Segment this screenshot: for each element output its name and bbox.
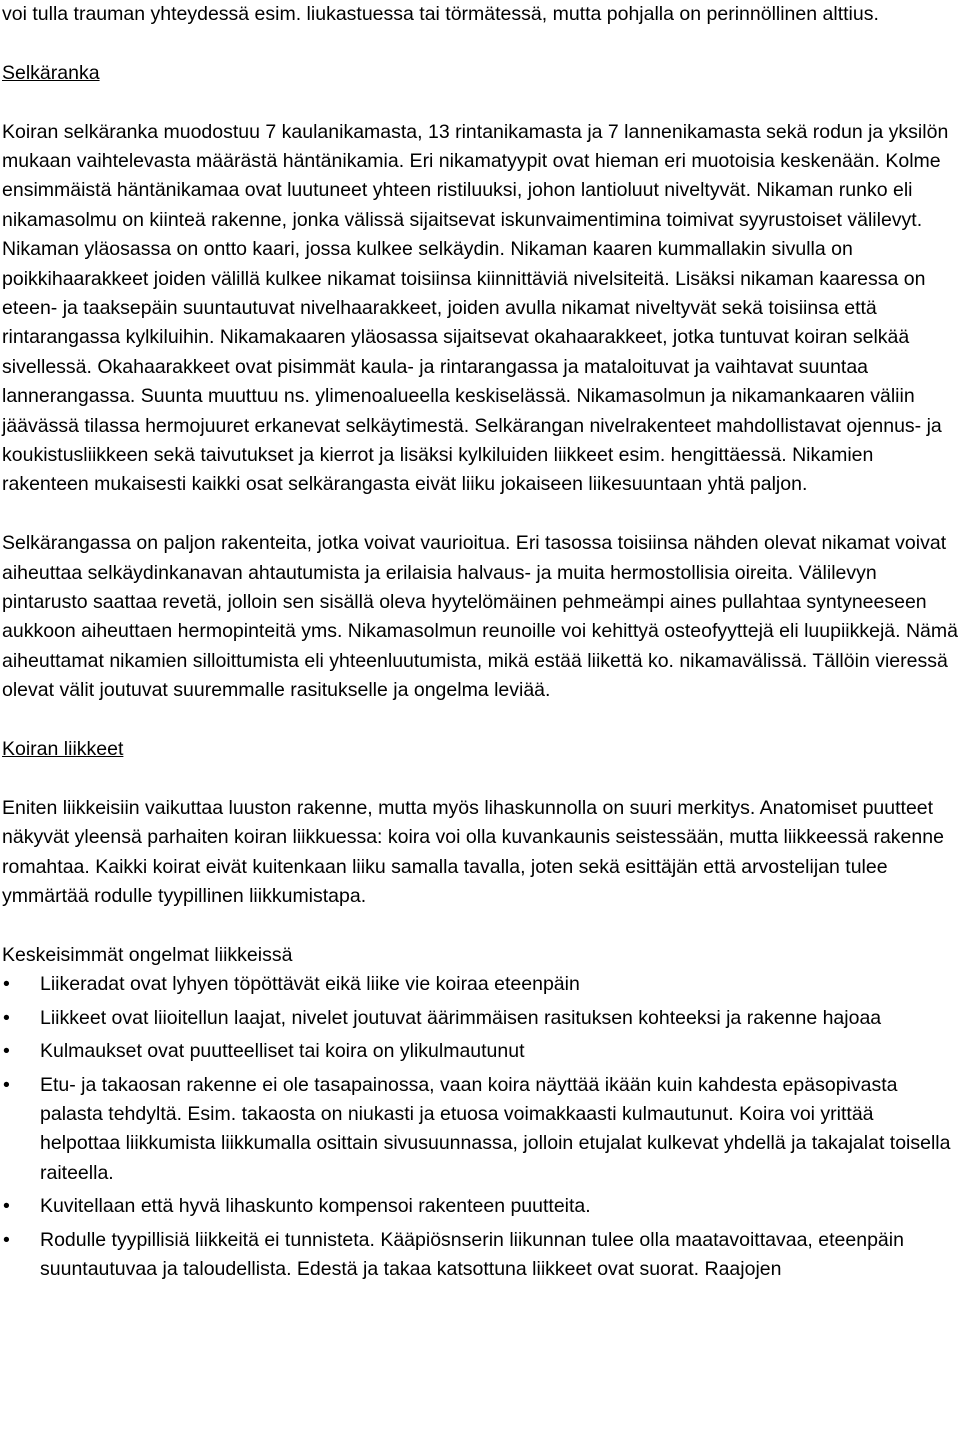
list-item-text: Kulmaukset ovat puutteelliset tai koira on ylikulmautunut <box>40 1040 525 1063</box>
bullet-icon: • <box>3 1073 10 1096</box>
bullet-icon: • <box>3 1228 10 1251</box>
ongelmat-list <box>2 970 958 1284</box>
spacer <box>2 29 958 58</box>
list-item <box>2 1071 958 1189</box>
liikkeet-heading: Koiran liikkeet <box>2 738 124 761</box>
list-item <box>2 1226 958 1285</box>
bullet-icon: • <box>3 1006 10 1029</box>
ongelmat-heading: Keskeisimmät ongelmat liikkeissä <box>2 943 293 966</box>
list-item-text: Liikkeet ovat liioitellun laajat, nivelet joutuvat äärimmäisen rasituksen kohteeksi ja rakenne hajoaa <box>40 1006 882 1029</box>
document-page <box>2 0 958 1288</box>
bullet-icon: • <box>3 973 10 996</box>
list-item <box>2 970 958 999</box>
bullet-icon: • <box>3 1040 10 1063</box>
list-item-text: Etu- ja takaosan rakenne ei ole tasapainossa, vaan koira näyttää ikään kuin kahdesta epäsopivasta palasta tehdyltä. Esim. takaosta on niukasti ja etuosa voimakkaasti kulmautunut. Koira voi yrittää helpottaa liikkumista liikkumalla osittain sivusuunnassa, jolloin etujalat kulkevat yhdellä ja takajalat toisella raiteella. <box>40 1073 951 1184</box>
intro-tail-paragraph: voi tulla trauman yhteydessä esim. liukastuessa tai törmätessä, mutta pohjalla on perinnöllinen alttius. <box>2 3 879 25</box>
list-item <box>2 1192 958 1221</box>
spacer <box>2 88 958 117</box>
list-item-text: Liikeradat ovat lyhyen töpöttävät eikä liike vie koiraa eteenpäin <box>40 973 580 996</box>
list-item-text: Rodulle tyypillisiä liikkeitä ei tunnisteta. Kääpiösnserin liikunnan tulee olla maatavoittavaa, eteenpäin suuntautuvaa ja taloudellista. Edestä ja takaa katsottuna liikkeet ovat suorat. Raajojen <box>40 1228 904 1280</box>
list-item <box>2 1004 958 1033</box>
spacer <box>2 706 958 735</box>
selkaranka-damage-paragraph: Selkärangassa on paljon rakenteita, jotka voivat vaurioitua. Eri tasossa toisiinsa nähden olevat nikamat voivat aiheuttaa selkäydinkanavan ahtautumista ja erilaisia halvaus- ja muita hermostollisia oireita. Välilevyn pintarusto saattaa revetä, jolloin sen sisällä oleva hyytelömäinen pehmeämpi aines pullahtaa syntyneeseen aukkoon aiheuttaen hermopinteitä yms. Nikamasolmun reunoille voi kehittyä osteofyyttejä eli luupiikkejä. Nämä aiheuttamat nikamien silloittumista eli yhteenluutumista, mikä estää liikettä ko. nikamavälissä. Tällöin vieressä olevat välit joutuvat suuremmalle rasitukselle ja ongelma leviää. <box>2 532 958 702</box>
bullet-icon: • <box>3 1195 10 1218</box>
spacer <box>2 765 958 794</box>
liikkeet-paragraph: Eniten liikkeisiin vaikuttaa luuston rakenne, mutta myös lihaskunnolla on suuri merkitys. Anatomiset puutteet näkyvät yleensä parhaiten koiran liikkuessa: koira voi olla kuvankaunis seistessään, mutta liikkeessä rakenne romahtaa. Kaikki koirat eivät kuitenkaan liiku samalla tavalla, joten sekä esittäjän että arvostelijan tulee ymmärtää rodulle tyypillinen liikkumistapa. <box>2 796 944 908</box>
spacer <box>2 500 958 529</box>
list-item <box>2 1037 958 1066</box>
selkaranka-heading: Selkäranka <box>2 61 100 84</box>
spacer <box>2 912 958 941</box>
list-item-text: Kuvitellaan että hyvä lihaskunto kompensoi rakenteen puutteita. <box>40 1195 591 1218</box>
selkaranka-paragraph: Koiran selkäranka muodostuu 7 kaulanikamasta, 13 rintanikamasta ja 7 lannenikamasta sekä rodun ja yksilön mukaan vaihtelevasta määrästä häntänikamia. Eri nikamatyypit ovat hieman eri muotoisia keskenään. Kolme ensimmäistä häntänikamaa ovat luutuneet yhteen ristiluuksi, johon lantioluut niveltyvät. Nikaman runko eli nikamasolmu on kiinteä rakenne, jonka välissä sijaitsevat iskunvaimentimina toimivat syyrustoiset välilevyt. Nikaman yläosassa on ontto kaari, jossa kulkee selkäydin. Nikaman kaaren kummallakin sivulla on poikkihaarakkeet joiden välillä kulkee nikamat toisiinsa kiinnittäviä nivelsiteitä. Lisäksi nikaman kaaressa on eteen- ja taaksepäin suuntautuvat nivelhaarakkeet, joiden avulla nikamat niveltyvät sekä toisiinsa että rintarangassa kylkiluihin. Nikamakaaren yläosassa sijaitsevat okahaarakkeet, jotka tuntuvat koiran selkää sivellessä. Okahaarakkeet ovat pisimmät kaula- ja rintarangassa ja mataloituvat ja vaihtavat suuntaa lannerangassa. Suunta muuttuu ns. ylimenoalueella keskiselässä. Nikamasolmun ja nikamankaaren väliin jäävässä tilassa hermojuuret erkanevat selkäytimestä. Selkärangan nivelrakenteet mahdollistavat ojennus- ja koukistusliikkeen sekä taivutukset ja kierrot ja lisäksi kylkiluiden liikkeet esim. hengittäessä. Nikamien rakenteen mukaisesti kaikki osat selkärangasta eivät liiku jokaiseen liikesuuntaan yhtä paljon. <box>2 120 949 496</box>
